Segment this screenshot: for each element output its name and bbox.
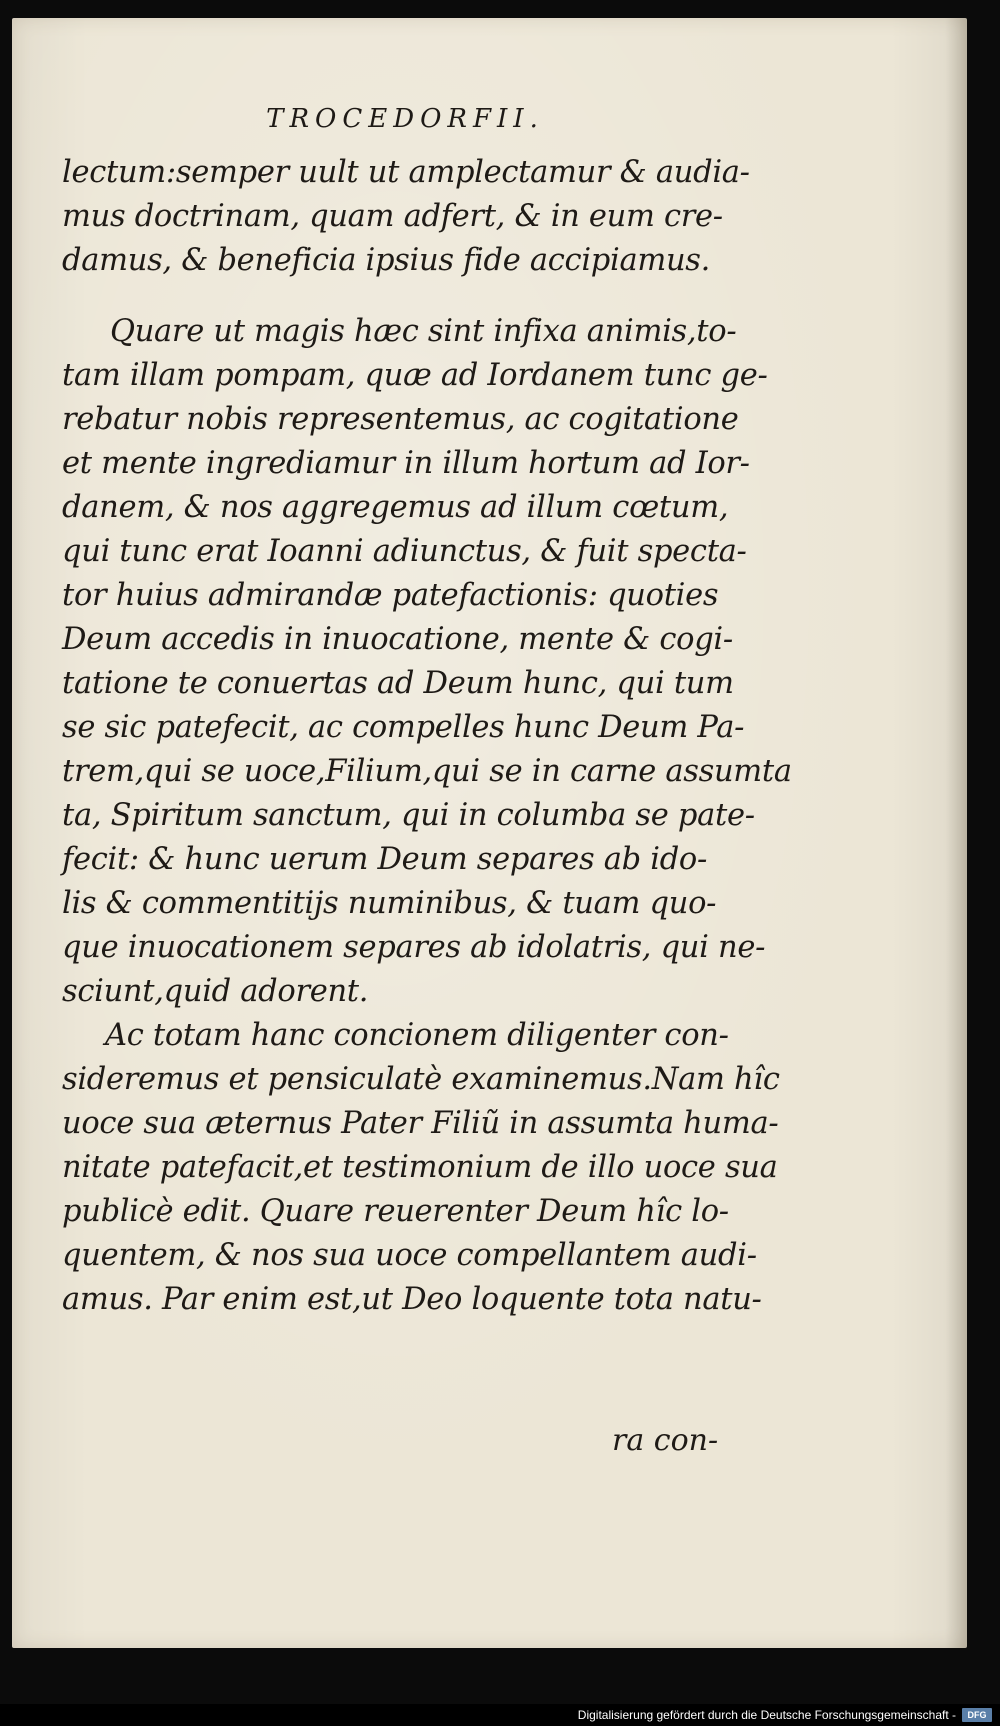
running-head: TROCEDORFII. bbox=[266, 104, 544, 134]
catchword: ra con- bbox=[612, 1423, 719, 1458]
text-line: sideremus et pensiculatè examinemus.Nam hîc bbox=[62, 1062, 780, 1097]
text-line: lis & commentitijs numinibus, & tuam quo- bbox=[62, 886, 717, 921]
text-line: trem,qui se uoce,Filium,qui se in carne assumta bbox=[62, 754, 792, 789]
text-line: nitate patefacit,et testimonium de illo uoce sua bbox=[62, 1150, 778, 1185]
text-line: tam illam pompam, quæ ad Iordanem tunc ge- bbox=[62, 358, 768, 393]
text-line: qui tunc erat Ioanni adiunctus, & fuit specta- bbox=[62, 534, 747, 569]
text-line: rebatur nobis representemus, ac cogitatione bbox=[62, 402, 739, 437]
text-line: mus doctrinam, quam adfert, & in eum cre- bbox=[62, 199, 723, 234]
text-line: publicè edit. Quare reuerenter Deum hîc lo- bbox=[62, 1194, 729, 1229]
text-line: et mente ingrediamur in illum hortum ad Ior- bbox=[62, 446, 750, 481]
paragraph-first-line: Ac totam hanc concionem diligenter con- bbox=[105, 1018, 729, 1053]
text-line: sciunt,quid adorent. bbox=[62, 974, 369, 1009]
text-line: tatione te conuertas ad Deum hunc, qui tum bbox=[62, 666, 734, 701]
text-line: uoce sua æternus Pater Filiũ in assumta huma- bbox=[62, 1106, 779, 1141]
text-line: tor huius admirandæ patefactionis: quoties bbox=[62, 578, 719, 613]
dfg-logo-icon: DFG bbox=[962, 1708, 992, 1722]
footer-bar bbox=[0, 1704, 1000, 1726]
page-edge-shadow bbox=[945, 18, 967, 1648]
text-line: danem, & nos aggregemus ad illum cœtum, bbox=[62, 490, 729, 525]
text-line: quentem, & nos sua uoce compellantem audi- bbox=[62, 1238, 757, 1273]
funding-credit: Digitalisierung gefördert durch die Deutsche Forschungsgemeinschaft - bbox=[577, 1708, 956, 1722]
text-line: se sic patefecit, ac compelles hunc Deum Pa- bbox=[62, 710, 745, 745]
text-line: damus, & beneficia ipsius fide accipiamus. bbox=[62, 243, 711, 278]
text-line: amus. Par enim est,ut Deo loquente tota natu- bbox=[62, 1282, 762, 1317]
paragraph-first-line: Quare ut magis hæc sint infixa animis,to- bbox=[110, 314, 737, 349]
text-line: que inuocationem separes ab idolatris, qui ne- bbox=[62, 930, 766, 965]
text-line: Deum accedis in inuocatione, mente & cogi- bbox=[62, 622, 733, 657]
text-line: lectum:semper uult ut amplectamur & audia- bbox=[62, 155, 750, 190]
text-line: ta, Spiritum sanctum, qui in columba se pate- bbox=[62, 798, 755, 833]
text-line: fecit: & hunc uerum Deum separes ab ido- bbox=[62, 842, 707, 877]
